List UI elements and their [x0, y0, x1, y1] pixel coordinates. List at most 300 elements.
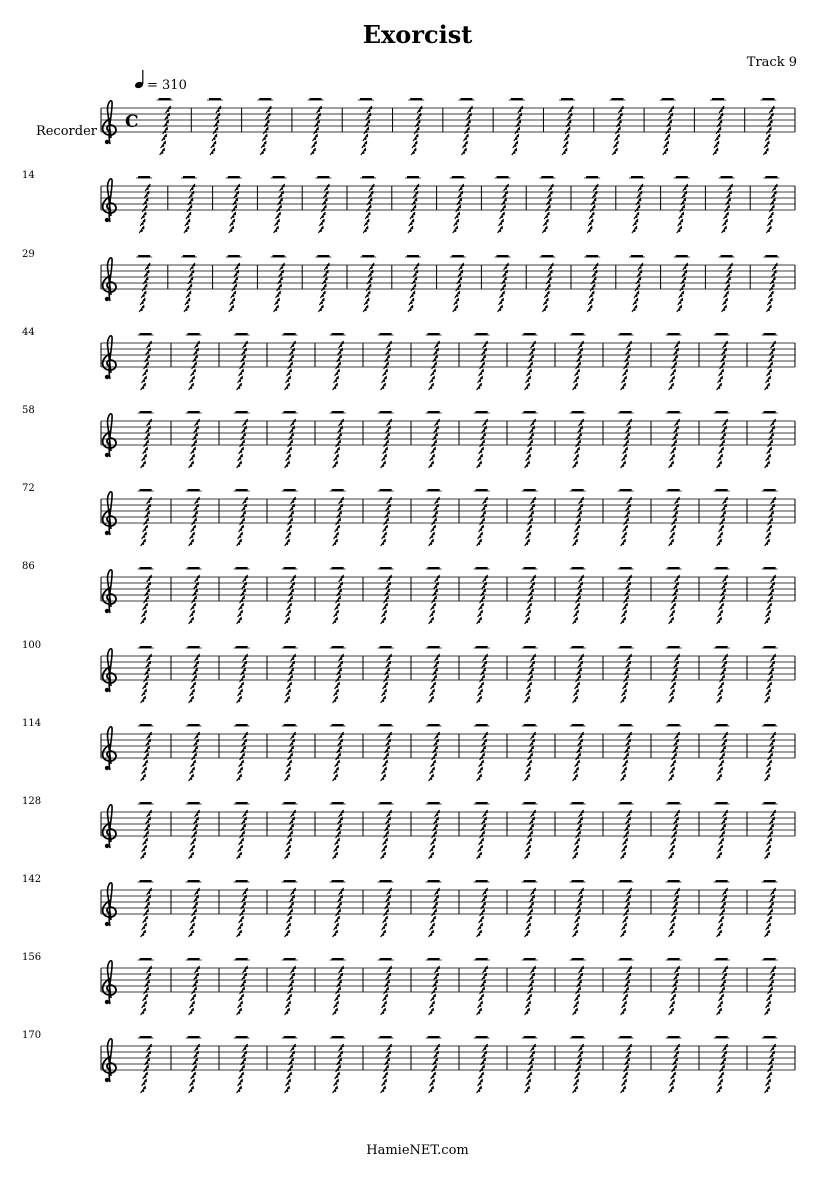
rest-dot	[484, 892, 486, 894]
rest-dot	[435, 821, 437, 823]
rest-dot	[413, 292, 416, 295]
rest-dot	[769, 839, 772, 842]
rest-dot	[722, 597, 725, 600]
treble-clef	[103, 258, 116, 301]
rest-dot	[721, 114, 724, 117]
rest-dot	[434, 515, 436, 517]
rest-dot	[383, 849, 385, 851]
rest-dot	[383, 853, 386, 856]
rest-dot	[672, 924, 675, 927]
rest-dot	[435, 825, 438, 828]
measure-figure	[282, 646, 298, 703]
rest-dot	[237, 185, 240, 188]
measure-figure	[426, 880, 442, 937]
rest-dot	[431, 458, 433, 460]
rest-dot	[430, 543, 432, 545]
rest-dot	[239, 771, 241, 773]
measure-figure	[282, 333, 298, 390]
rest-dot	[213, 149, 216, 152]
rest-dot	[281, 271, 284, 274]
rest-dot	[628, 1048, 630, 1050]
rest-dot	[674, 676, 677, 679]
rest-dot	[292, 974, 295, 977]
rest-dot	[233, 213, 236, 216]
rest-dot	[724, 227, 727, 230]
rest-dot	[672, 529, 674, 531]
rest-dot	[623, 1087, 626, 1090]
rest-dot	[336, 1002, 339, 1005]
rest-dot	[771, 434, 774, 437]
rest-dot	[242, 828, 244, 830]
rest-dot	[591, 209, 593, 211]
rest-dot	[673, 444, 675, 446]
measure-figure	[330, 724, 346, 781]
rest-dot	[337, 370, 340, 373]
rest-dot	[574, 621, 576, 623]
rest-dot	[193, 185, 196, 188]
rest-dot	[415, 131, 417, 133]
rest-dot	[532, 583, 535, 586]
measure-figure	[271, 176, 287, 233]
rest-dot	[723, 743, 725, 745]
rest-dot	[433, 526, 436, 529]
rest-dot	[434, 988, 437, 991]
clef-spine	[108, 649, 113, 692]
rest-dot	[242, 988, 245, 991]
rest-dot	[531, 1059, 534, 1062]
rest-dot	[278, 292, 281, 295]
rest-dot	[766, 145, 768, 147]
rest-dot	[288, 607, 290, 609]
rest-dot	[456, 216, 458, 218]
rest-dot	[191, 1005, 193, 1007]
rest-dot	[527, 693, 529, 695]
rest-dot	[721, 1069, 723, 1071]
rest-dot	[721, 679, 723, 681]
rest-dot	[277, 299, 280, 302]
rest-dot	[385, 1069, 387, 1071]
rest-dot	[684, 192, 687, 195]
rest-dot	[147, 981, 150, 984]
rest-dot	[143, 931, 146, 934]
rest-dot	[484, 349, 487, 352]
rest-dot	[140, 230, 142, 232]
rest-dot	[238, 1012, 240, 1014]
rest-dot	[672, 451, 674, 453]
rest-dot	[578, 828, 580, 830]
rest-dot	[526, 1012, 528, 1014]
rest-dot	[460, 188, 462, 190]
measure-figure	[234, 411, 250, 468]
rest-dot	[625, 448, 628, 451]
rest-dot	[575, 849, 577, 851]
rest-dot	[293, 420, 296, 423]
rest-dot	[531, 743, 533, 745]
rest-dot	[196, 345, 198, 347]
measure-figure	[234, 333, 250, 390]
rest-dot	[670, 543, 672, 545]
clef-tail	[105, 375, 109, 379]
rest-dot	[191, 267, 193, 269]
rest-dot	[623, 697, 626, 700]
rest-dot	[162, 149, 165, 152]
rest-dot	[194, 437, 196, 439]
rest-dot	[384, 1076, 386, 1078]
rest-dot	[775, 185, 778, 188]
measure-figure	[618, 567, 634, 624]
measure-figure	[186, 489, 202, 546]
rest-dot	[337, 448, 340, 451]
rest-dot	[336, 998, 338, 1000]
rest-dot	[529, 917, 532, 920]
rest-dot	[592, 213, 595, 216]
rest-dot	[326, 271, 329, 274]
rest-dot	[191, 849, 193, 851]
rest-dot	[291, 821, 293, 823]
rest-dot	[670, 465, 672, 467]
rest-dot	[484, 814, 486, 816]
rest-dot	[336, 842, 338, 844]
rest-dot	[623, 931, 626, 934]
rest-dot	[388, 896, 391, 899]
rest-dot	[482, 1066, 485, 1069]
measure-figure	[570, 880, 586, 937]
rest-dot	[529, 1069, 531, 1071]
rest-dot	[579, 430, 581, 432]
rest-dot	[719, 1009, 722, 1012]
rest-dot	[723, 899, 725, 901]
rest-dot	[337, 839, 340, 842]
rest-dot	[482, 437, 484, 439]
rest-dot	[366, 124, 368, 126]
rest-dot	[434, 672, 436, 674]
rest-dot	[623, 771, 625, 773]
measure-figure	[666, 958, 682, 1015]
rest-dot	[411, 227, 414, 230]
rest-dot	[625, 444, 627, 446]
rest-dot	[529, 604, 532, 607]
rest-dot	[769, 604, 772, 607]
rest-dot	[771, 508, 773, 510]
rest-dot	[387, 899, 389, 901]
rest-dot	[672, 1080, 675, 1083]
rest-dot	[144, 1002, 147, 1005]
rest-dot	[389, 576, 392, 579]
rest-dot	[628, 892, 630, 894]
rest-dot	[387, 590, 390, 593]
rest-dot	[616, 138, 618, 140]
measure-figure	[138, 333, 154, 390]
measure-figure	[570, 958, 586, 1015]
rest-dot	[719, 128, 722, 131]
rest-dot	[628, 974, 631, 977]
rest-dot	[593, 285, 596, 288]
rest-dot	[336, 690, 339, 693]
rest-dot	[672, 1076, 674, 1078]
rest-dot	[148, 814, 150, 816]
rest-dot	[627, 903, 630, 906]
rest-dot	[531, 821, 533, 823]
rest-dot	[770, 519, 773, 522]
rest-dot	[433, 991, 435, 993]
rest-dot	[313, 145, 315, 147]
rest-dot	[368, 292, 371, 295]
rest-dot	[385, 991, 387, 993]
rest-dot	[384, 377, 387, 380]
rest-dot	[292, 896, 295, 899]
rest-dot	[385, 366, 387, 368]
rest-dot	[725, 967, 728, 970]
rest-dot	[575, 462, 578, 465]
rest-dot	[245, 420, 248, 423]
rest-dot	[192, 764, 194, 766]
rest-dot	[387, 669, 390, 672]
rest-dot	[192, 924, 195, 927]
rest-dot	[528, 451, 530, 453]
rest-dot	[722, 832, 725, 835]
rest-dot	[146, 278, 149, 281]
rest-dot	[527, 1087, 530, 1090]
rest-dot	[191, 536, 193, 538]
rest-dot	[335, 931, 338, 934]
rest-dot	[325, 199, 328, 202]
rest-dot	[483, 590, 486, 593]
measure-figure	[378, 333, 394, 390]
rest-dot	[326, 192, 329, 195]
rest-dot	[504, 195, 506, 197]
rest-dot	[718, 778, 720, 780]
rest-dot	[335, 1087, 338, 1090]
rest-dot	[720, 451, 722, 453]
measure-figure	[570, 724, 586, 781]
rest-dot	[717, 131, 719, 133]
rest-dot	[389, 967, 392, 970]
rest-dot	[677, 1045, 680, 1048]
rest-dot	[384, 842, 386, 844]
rest-dot	[192, 1080, 195, 1083]
rest-dot	[431, 384, 434, 387]
rest-dot	[143, 771, 145, 773]
rest-dot	[192, 377, 195, 380]
rest-dot	[370, 199, 373, 202]
rest-dot	[147, 590, 150, 593]
rest-dot	[481, 757, 483, 759]
rest-dot	[162, 145, 164, 147]
rest-dot	[148, 1052, 151, 1055]
rest-dot	[194, 441, 197, 444]
rest-dot	[193, 995, 196, 998]
rest-dot	[575, 1087, 578, 1090]
rest-dot	[578, 363, 581, 366]
rest-dot	[339, 669, 342, 672]
rest-dot	[275, 309, 277, 311]
rest-dot	[719, 1087, 722, 1090]
rest-dot	[595, 192, 598, 195]
rest-dot	[722, 910, 725, 913]
rest-dot	[292, 740, 295, 743]
rest-dot	[340, 818, 343, 821]
rest-dot	[723, 1055, 725, 1057]
rest-dot	[479, 462, 482, 465]
rest-dot	[481, 679, 483, 681]
rest-dot	[624, 920, 626, 922]
rest-dot	[276, 306, 279, 309]
rest-dot	[142, 543, 144, 545]
rest-dot	[325, 278, 328, 281]
rest-dot	[626, 984, 628, 986]
measure-figure	[762, 646, 778, 703]
rest-dot	[277, 295, 279, 297]
rest-dot	[620, 110, 622, 112]
rest-dot	[766, 621, 768, 623]
rest-dot	[410, 302, 412, 304]
rest-dot	[338, 363, 341, 366]
rest-dot	[243, 821, 245, 823]
rest-dot	[244, 658, 246, 660]
rest-dot	[628, 736, 630, 738]
rest-dot	[194, 754, 197, 757]
rest-dot	[728, 195, 730, 197]
rest-dot	[773, 420, 776, 423]
rest-dot	[673, 991, 675, 993]
rest-dot	[724, 302, 726, 304]
rest-dot	[461, 185, 464, 188]
rest-dot	[675, 981, 678, 984]
rest-dot	[242, 754, 245, 757]
rest-dot	[146, 828, 148, 830]
rest-dot	[574, 856, 576, 858]
rest-dot	[566, 142, 569, 145]
rest-dot	[219, 107, 222, 110]
rest-dot	[478, 934, 480, 936]
measure-figure	[358, 98, 374, 155]
rest-dot	[532, 505, 535, 508]
rest-dot	[145, 206, 148, 209]
rest-dot	[142, 778, 144, 780]
rest-dot	[335, 697, 338, 700]
rest-dot	[590, 216, 592, 218]
rest-dot	[382, 1012, 384, 1014]
rest-dot	[188, 220, 191, 223]
rest-dot	[676, 662, 679, 665]
rest-dot	[483, 899, 485, 901]
staff-system	[22, 640, 795, 703]
rest-dot	[769, 526, 772, 529]
rest-dot	[724, 892, 726, 894]
rest-dot	[265, 131, 267, 133]
rest-dot	[241, 839, 244, 842]
rest-dot	[215, 135, 218, 138]
rest-dot	[289, 835, 291, 837]
rest-dot	[530, 828, 532, 830]
rest-dot	[719, 849, 721, 851]
rest-dot	[334, 543, 336, 545]
rest-dot	[433, 683, 436, 686]
rest-dot	[147, 352, 149, 354]
rest-dot	[530, 984, 532, 986]
rest-dot	[623, 1005, 625, 1007]
rest-dot	[194, 359, 196, 361]
rest-dot	[579, 1055, 581, 1057]
rest-dot	[192, 529, 194, 531]
rest-dot	[292, 349, 295, 352]
rest-dot	[143, 693, 145, 695]
rest-dot	[639, 199, 642, 202]
rest-dot	[289, 448, 292, 451]
rest-dot	[147, 508, 149, 510]
rest-dot	[766, 387, 768, 389]
rest-dot	[292, 427, 295, 430]
measure-figure	[584, 176, 600, 233]
rest-dot	[387, 356, 390, 359]
rest-dot	[412, 288, 414, 290]
rest-dot	[576, 690, 579, 693]
rest-dot	[335, 614, 337, 616]
rest-dot	[238, 543, 240, 545]
rest-dot	[728, 278, 731, 281]
rest-dot	[575, 1009, 578, 1012]
rest-dot	[432, 920, 434, 922]
rest-dot	[480, 686, 482, 688]
rest-dot	[366, 227, 369, 230]
rest-dot	[291, 977, 293, 979]
rest-dot	[146, 199, 149, 202]
rest-dot	[387, 825, 390, 828]
rest-dot	[581, 967, 584, 970]
rest-dot	[720, 373, 722, 375]
rest-dot	[143, 288, 145, 290]
rest-dot	[291, 899, 293, 901]
rest-dot	[575, 775, 578, 778]
rest-dot	[164, 135, 167, 138]
rest-dot	[625, 1069, 627, 1071]
rest-dot	[547, 288, 549, 290]
rest-dot	[578, 910, 581, 913]
measure-figure	[609, 98, 625, 155]
rest-dot	[481, 366, 483, 368]
rest-dot	[194, 828, 196, 830]
rest-dot	[365, 131, 367, 133]
rest-dot	[769, 366, 771, 368]
rest-dot	[580, 658, 582, 660]
rest-dot	[414, 274, 416, 276]
rest-dot	[482, 593, 484, 595]
rest-dot	[578, 754, 581, 757]
rest-dot	[236, 192, 239, 195]
rest-dot	[195, 981, 198, 984]
rest-dot	[288, 842, 290, 844]
rest-dot	[145, 285, 148, 288]
measure-figure	[450, 176, 466, 233]
rest-dot	[467, 128, 470, 131]
rest-dot	[465, 138, 467, 140]
rest-dot	[245, 1045, 248, 1048]
rest-dot	[638, 206, 641, 209]
rest-dot	[772, 583, 775, 586]
rest-dot	[457, 292, 460, 295]
rest-dot	[188, 288, 190, 290]
rest-dot	[729, 188, 731, 190]
rest-dot	[674, 519, 677, 522]
rest-dot	[417, 264, 420, 267]
rest-dot	[287, 614, 289, 616]
rest-dot	[411, 306, 414, 309]
rest-dot	[148, 501, 150, 503]
rest-dot	[244, 423, 246, 425]
rest-dot	[670, 700, 672, 702]
rest-dot	[484, 427, 487, 430]
rest-dot	[279, 202, 281, 204]
